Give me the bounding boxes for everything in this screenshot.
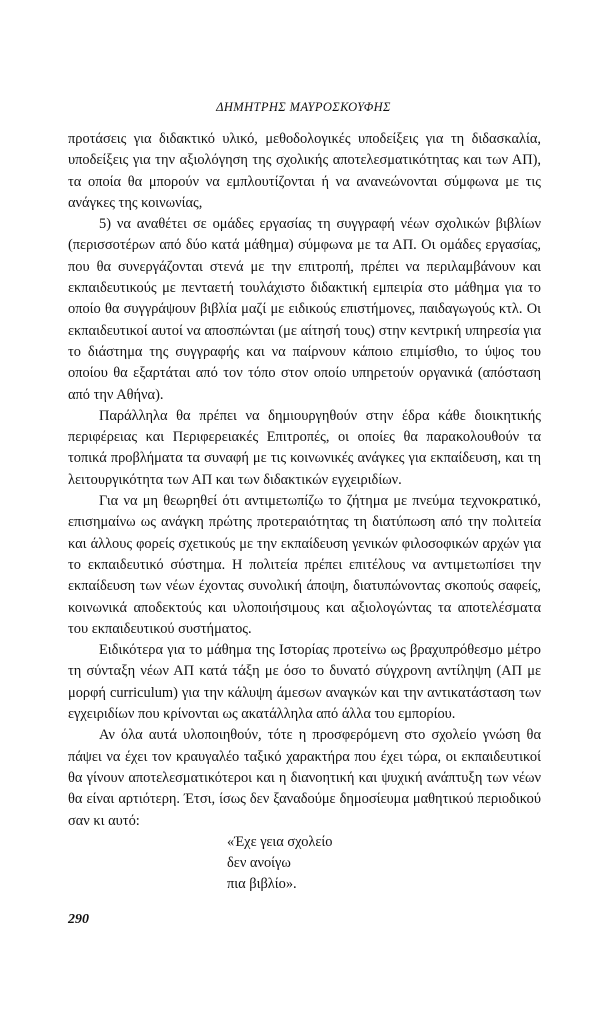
paragraph-continuation: προτάσεις για διδακτικό υλικό, μεθοδολογικές υποδείξεις για τη διδασκαλία, υποδείξεις για την αξιολόγηση της σχολικής αποτελεσματικότητας και των ΑΠ), τα οποία θα μπορούν να εμπλουτίζονται ή να ανανεώνονται σύμφωνα με τις ανάγκες της κοινωνίας, [68, 131, 541, 211]
running-head: ΔΗΜΗΤΡΗΣ ΜΑΥΡΟΣΚΟΥΦΗΣ [216, 100, 391, 114]
poem-line: πια βιβλίο». [227, 876, 297, 893]
paragraph-item-5: 5) να αναθέτει σε ομάδες εργασίας τη συγγραφή νέων σχολικών βιβλίων (περισσοτέρων από δύο κατά μάθημα) σύμφωνα με τα ΑΠ. Οι ομάδες εργασίας, που θα συνεργάζονται στενά με την επιτροπή, πρέπει να περιλαμβάνουν και εκπαιδευτικούς με πενταετή τουλάχιστο διδακτική εμπειρία στο μάθημα για το οποίο θα συγγράψουν βιβλία μαζί με ειδικούς επιστήμονες, παιδαγωγούς κτλ. Οι εκπαιδευτικοί αυτοί να αποσπώνται (με αίτησή τους) στην κεντρική υπηρεσία για το διάστημα της συγγραφής και να παίρνουν κάποιο επιμίσθιο, το ύψος του οποίου θα εξαρτάται από τον τόπο στον οποίο υπηρετούν οργανικά (απόσταση από την Αθήνα). [68, 216, 541, 403]
paragraph-philosophy: Για να μη θεωρηθεί ότι αντιμετωπίζω το ζήτημα με πνεύμα τεχνοκρατικό, επισημαίνω ως ανάγκη πρώτης προτεραιότητας τη διατύπωση από την πολιτεία και άλλους φορείς σχετικούς με την εκπαίδευση γενικών φιλοσοφικών αρχών για το εκπαιδευτικό σύστημα. Η πολιτεία πρέπει επιτέλους να αντιμετωπίσει την εκπαίδευση των νέων έχοντας συνολική άποψη, διατυπώνοντας σκοπούς σαφείς, κοινωνικά αποδεκτούς και υλοποιήσιμους και αξιολογώντας τα αποτελέσματα του εκπαιδευτικού συστήματος. [68, 493, 541, 637]
page-number: 290 [68, 912, 89, 927]
paragraph-regional-committees: Παράλληλα θα πρέπει να δημιουργηθούν στην έδρα κάθε διοικητικής περιφέρειας και Περιφερειακές Επιτροπές, οι οποίες θα παρακολουθούν τα τοπικά προβλήματα τα συναφή με τις κοινωνικές ανάγκες για εκπαίδευση, και τη λειτουργικότητα των ΑΠ και των διδακτικών εγχειριδίων. [68, 407, 541, 488]
poem-line: «Έχε γεια σχολείο [227, 833, 333, 850]
paragraph-conclusion: Αν όλα αυτά υλοποιηθούν, τότε η προσφερόμενη στο σχολείο γνώση θα πάψει να έχει τον κραυγαλέο ταξικό χαρακτήρα που έχει τώρα, οι εκπαιδευτικοί θα γίνουν αποτελεσματικότεροι και η διανοητική και ψυχική ανάπτυξη των νέων θα είναι αρτιότερη. Έτσι, ίσως δεν ξαναδούμε δημοσίευμα μαθητικού περιοδικού σαν κι αυτό: [68, 727, 541, 829]
poem-line: δεν ανοίγω [227, 855, 291, 872]
paragraph-history-course: Ειδικότερα για το μάθημα της Ιστορίας προτείνω ως βραχυπρόθεσμο μέτρο τη σύνταξη νέων ΑΠ κατά τάξη με όσο το δυνατό σύγχρονη αντίληψη (ΑΠ με μορφή curriculum) για την κάλυψη άμεσων αναγκών και την αντικατάσταση των εγχειριδίων που κρίνονται ως ακατάλληλα από άλλα του εμπορίου. [68, 642, 541, 723]
quoted-poem [227, 832, 541, 896]
body-text [68, 129, 541, 896]
